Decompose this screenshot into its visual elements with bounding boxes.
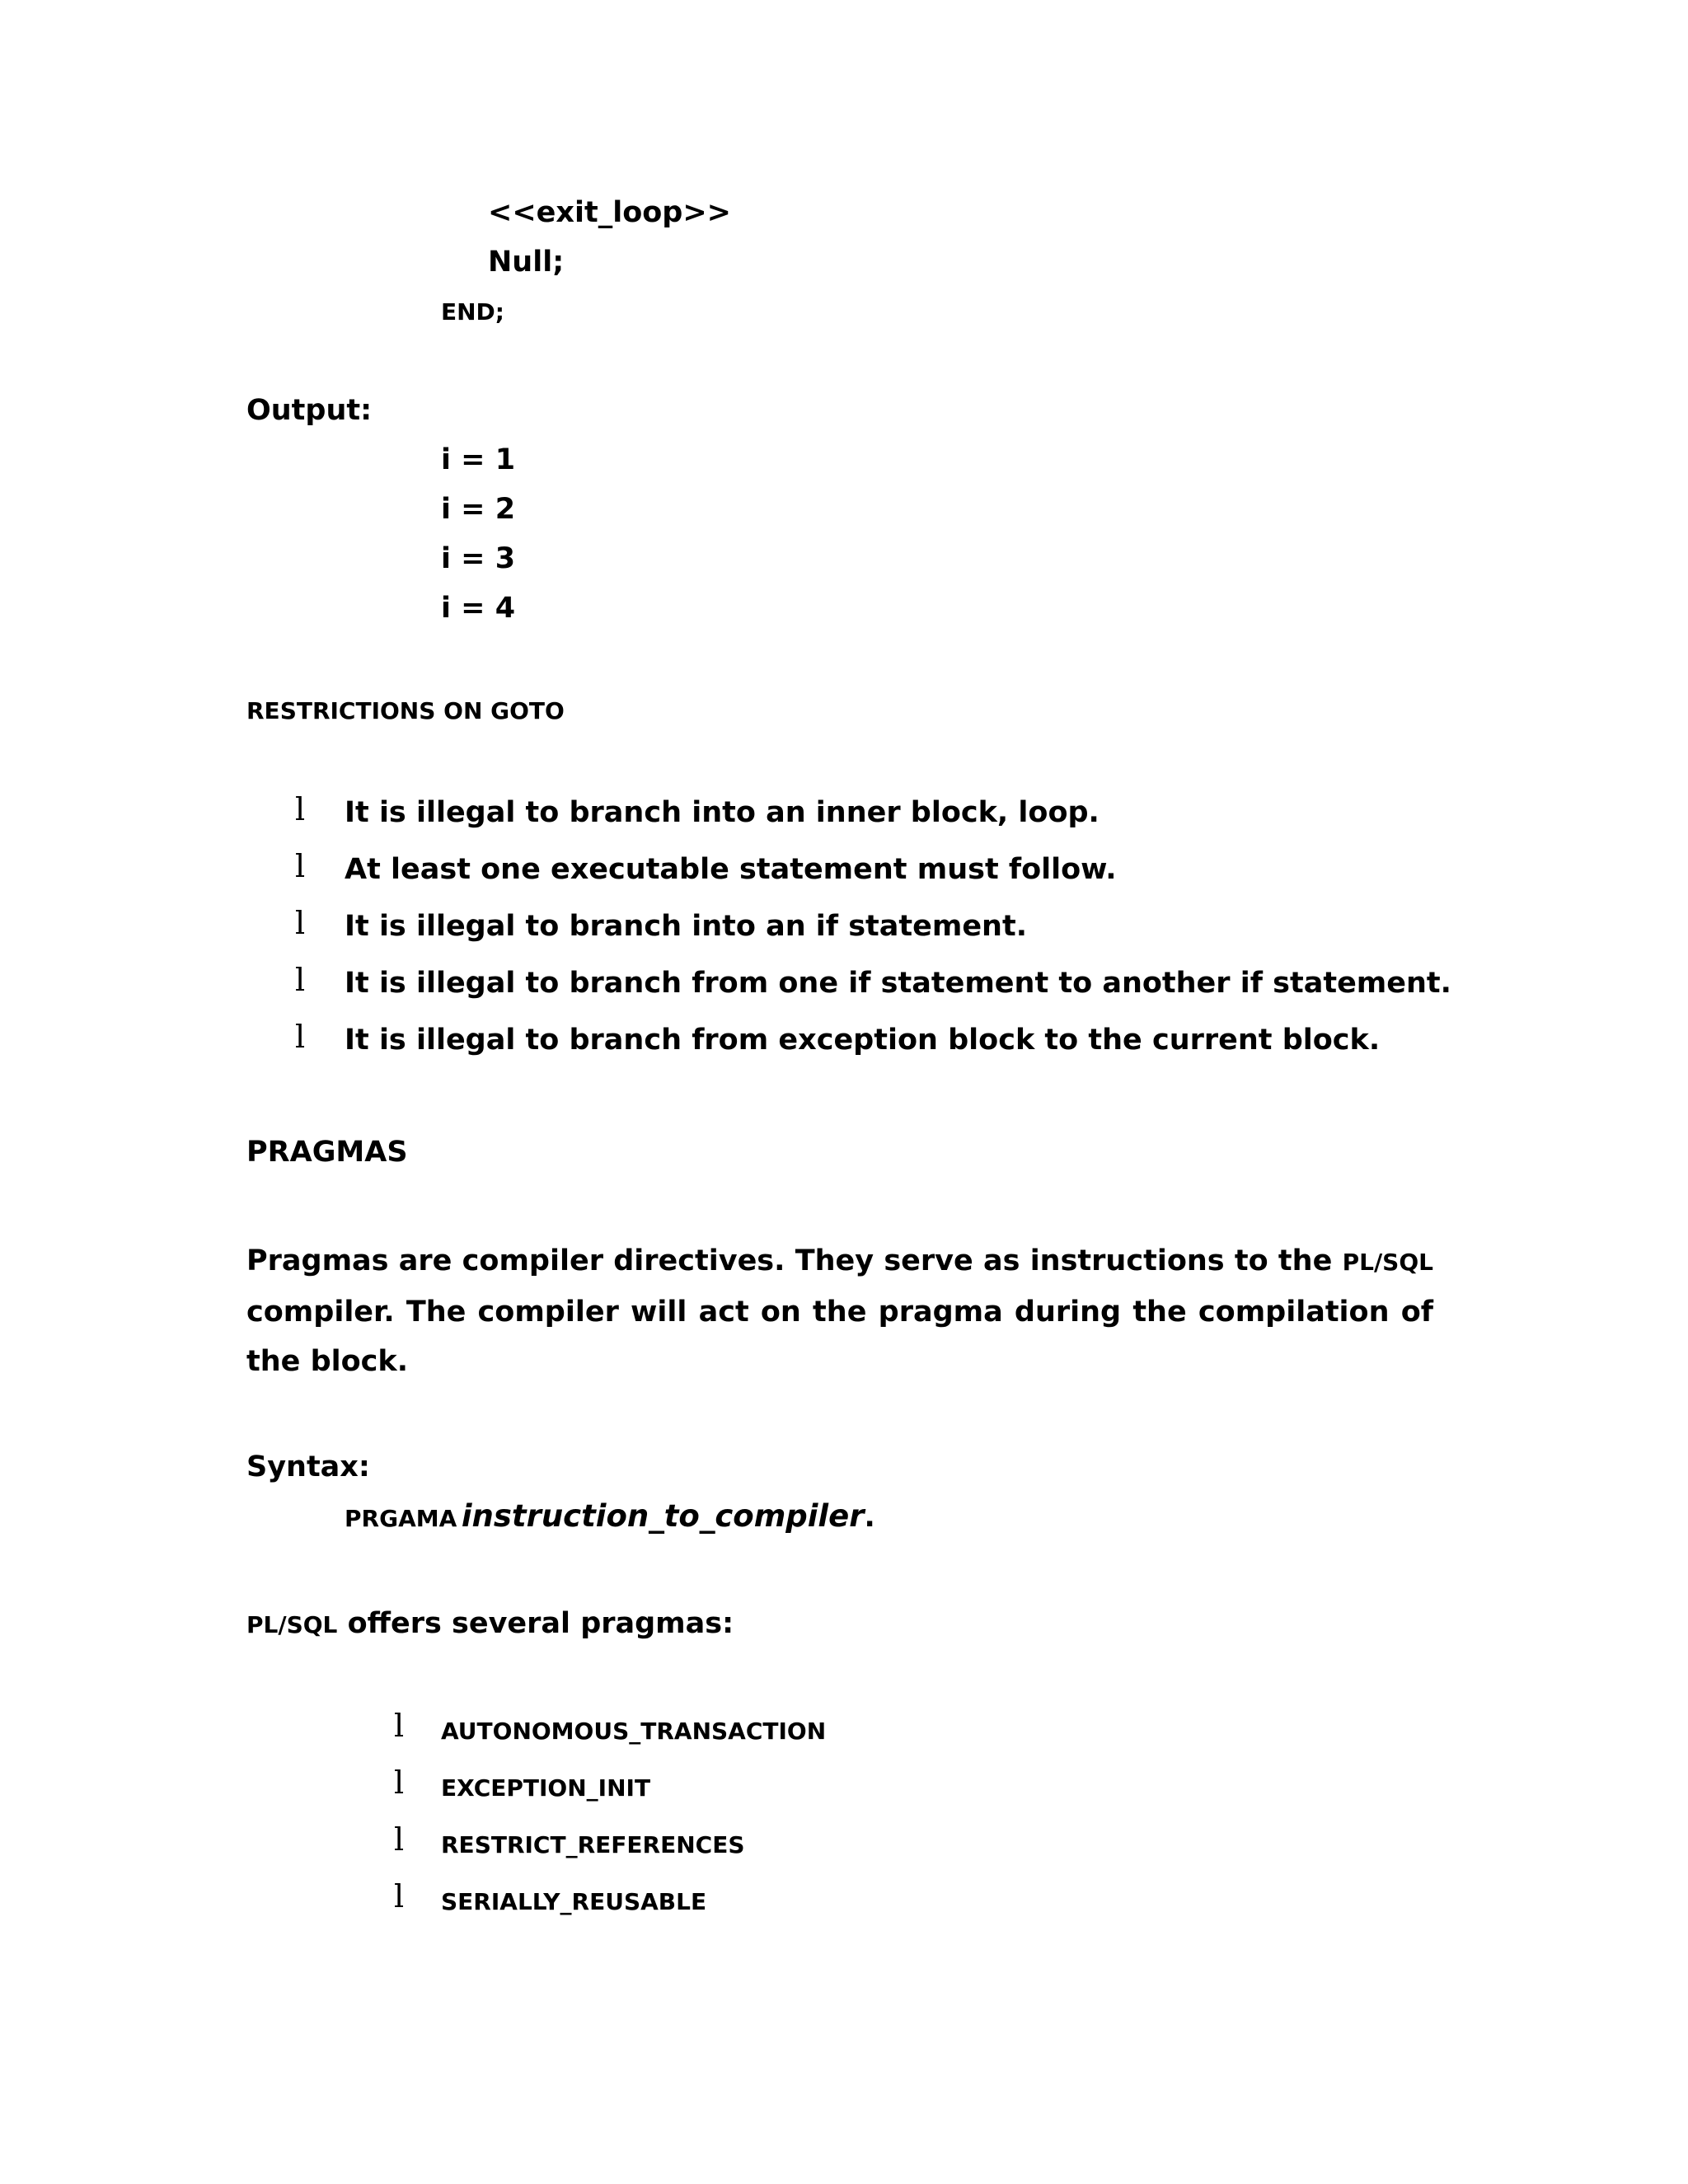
pragma-item: AUTONOMOUS_TRANSACTION [441,1718,827,1745]
output-line: i = 2 [441,493,516,526]
pragmas-paragraph [246,1236,1433,1386]
restriction-item: It is illegal to branch from one if statement to another if statement. [345,967,1451,1000]
syntax-line [345,1498,875,1534]
restriction-item: It is illegal to branch from exception block to the current block. [345,1024,1381,1057]
restriction-item: At least one executable statement must follow. [345,853,1117,886]
pragma-item: EXCEPTION_INIT [441,1774,651,1802]
pragmas-heading: PRAGMAS [246,1136,408,1169]
output-line: i = 4 [441,592,516,625]
plsql-term: PL/SQL [1342,1249,1433,1276]
restriction-item: It is illegal to branch into an inner block, loop. [345,796,1100,829]
restriction-item: It is illegal to branch into an if statement. [345,910,1028,943]
syntax-keyword: PRGAMA [345,1505,457,1532]
bullet-icon: l [394,1878,405,1915]
bullet-icon: l [295,1019,306,1055]
offers-line [246,1607,734,1640]
bullet-icon: l [394,1708,405,1744]
pragma-item: SERIALLY_REUSABLE [441,1888,707,1915]
bullet-icon: l [295,848,306,884]
syntax-argument: instruction_to_compiler [461,1498,865,1534]
pragmas-para-part2: compiler. The compiler will act on the pragma during the compilation of the block. [246,1296,1433,1378]
code-label-line: <<exit_loop>> [488,196,731,229]
restrictions-heading: RESTRICTIONS ON GOTO [246,697,565,724]
output-line: i = 3 [441,542,516,575]
pragma-item: RESTRICT_REFERENCES [441,1831,745,1858]
output-line: i = 1 [441,443,516,476]
code-null-line: Null; [488,246,565,279]
syntax-end: . [864,1501,875,1534]
bullet-icon: l [295,791,306,827]
offers-text: offers several pragmas: [337,1607,734,1640]
syntax-label: Syntax: [246,1451,370,1483]
bullet-icon: l [394,1821,405,1858]
bullet-icon: l [295,905,306,941]
plsql-term: PL/SQL [246,1611,338,1638]
bullet-icon: l [295,962,306,998]
output-label: Output: [246,394,373,427]
pragmas-para-part1: Pragmas are compiler directives. They serve as instructions to the [246,1244,1343,1277]
bullet-icon: l [394,1765,405,1801]
code-end-line: END; [441,298,504,326]
